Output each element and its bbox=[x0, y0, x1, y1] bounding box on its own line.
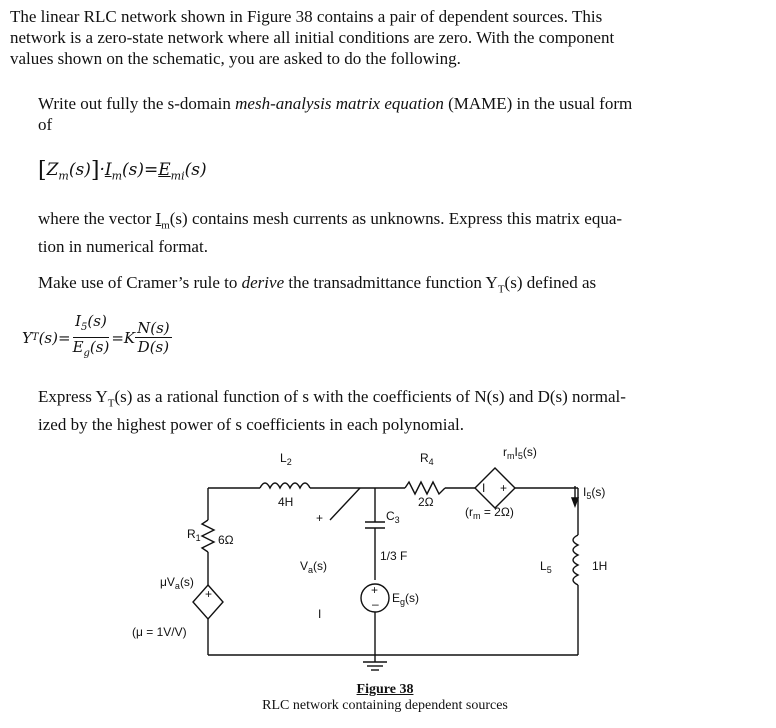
mame-z: Z bbox=[46, 160, 59, 180]
r1-label: $R_1$ bbox=[187, 527, 201, 543]
l5-inductor bbox=[573, 535, 578, 585]
l5-value: 1H bbox=[592, 559, 608, 573]
figure-caption bbox=[0, 682, 773, 714]
mame-z-sub: m bbox=[58, 169, 69, 183]
task-2-emphasis: derive bbox=[241, 273, 285, 292]
vector-desc-sub: m bbox=[161, 219, 170, 232]
task-1-emphasis: mesh-analysis matrix equation bbox=[235, 94, 444, 113]
i5-label: $I_5(s)$ bbox=[583, 485, 606, 501]
yt-equals-2: = bbox=[111, 328, 124, 347]
i5-arrow bbox=[572, 498, 578, 506]
vector-description bbox=[38, 208, 718, 257]
r4-value: 2Ω bbox=[418, 495, 434, 509]
task-3-text-a: Express Y bbox=[38, 387, 108, 406]
intro-line-3: values shown on the schematic, you are asked to do the following. bbox=[10, 49, 461, 68]
mu-note: (μ = 1V/V) bbox=[132, 625, 187, 639]
vector-desc-line-2: tion in numerical format. bbox=[38, 237, 208, 257]
mame-e-arg: (s) bbox=[184, 160, 207, 180]
eg-minus: – bbox=[372, 597, 379, 611]
intro-paragraph bbox=[10, 6, 710, 69]
r1-value: 6Ω bbox=[218, 533, 234, 547]
r4-label: $R_4$ bbox=[420, 451, 434, 467]
mame-i-sub: m bbox=[111, 169, 122, 183]
eg-plus: + bbox=[371, 583, 379, 597]
mame-equals: = bbox=[144, 160, 159, 180]
task-3-line-2: ized by the highest power of s coefficients in each polynomial. bbox=[38, 415, 464, 435]
mame-i: I bbox=[104, 160, 112, 180]
mame-e-sub: mi bbox=[170, 169, 185, 183]
intro-line-1: The linear RLC network shown in Figure 38 contains a pair of dependent sources. This bbox=[10, 7, 603, 26]
l2-inductor bbox=[260, 483, 310, 488]
task-2-sub: T bbox=[497, 283, 505, 296]
transadmittance-equation bbox=[22, 312, 172, 363]
task-2-text-end: (s) defined as bbox=[504, 273, 597, 292]
figure-title: Figure 38 bbox=[356, 682, 414, 697]
task-2-text: Make use of Cramer’s rule to bbox=[38, 273, 242, 292]
intro-line-2: network is a zero-state network where all initial conditions are zero. With the component bbox=[10, 28, 615, 47]
yt-y-sub: T bbox=[31, 332, 39, 343]
vector-desc-b: (s) contains mesh currents as unknowns. Express this matrix equa- bbox=[169, 209, 623, 228]
yt-num1-arg: (s) bbox=[87, 312, 107, 330]
vcvs-label: $\mu V_a(s)$ bbox=[160, 575, 194, 591]
yt-num1: I bbox=[75, 312, 82, 330]
l5-label: $L_5$ bbox=[540, 559, 552, 575]
yt-k: K bbox=[123, 328, 136, 347]
task-2-text-mid: the transadmittance function Y bbox=[284, 273, 498, 292]
yt-den1-sub: g bbox=[83, 348, 90, 359]
va-plus: + bbox=[316, 511, 324, 525]
c3-value: 1/3 F bbox=[380, 549, 408, 563]
task-1-text: Write out fully the s-domain bbox=[38, 94, 236, 113]
ccvs-label: $r_mI_5(s)$ bbox=[503, 445, 537, 461]
yt-equals: = bbox=[57, 328, 71, 347]
task-1-paragraph bbox=[38, 93, 718, 135]
mame-z-arg: (s) bbox=[68, 160, 91, 180]
ccvs-plus: + bbox=[500, 481, 508, 495]
ccvs-diamond bbox=[475, 468, 515, 508]
yt-num2: N(s) bbox=[137, 319, 170, 337]
task-1-line-2: of bbox=[38, 115, 53, 134]
task-1-text-end: (MAME) in the usual form bbox=[443, 94, 633, 113]
task-2-paragraph bbox=[38, 272, 718, 300]
va-minus: I bbox=[318, 607, 322, 621]
eg-label: $E_g(s)$ bbox=[392, 591, 420, 607]
vector-desc-i: I bbox=[155, 209, 162, 228]
figure-subtitle: RLC network containing dependent sources bbox=[262, 698, 508, 713]
yt-fraction-1 bbox=[71, 312, 112, 363]
yt-fraction-2 bbox=[135, 319, 172, 356]
vcvs-plus: + bbox=[205, 587, 213, 601]
vector-desc-a: where the vector bbox=[38, 209, 156, 228]
yt-num1-sub: 5 bbox=[81, 322, 88, 333]
va-label: $V_a(s)$ bbox=[300, 559, 328, 575]
yt-y: Y bbox=[22, 328, 32, 347]
circuit-schematic bbox=[120, 440, 640, 680]
l2-value: 4H bbox=[278, 495, 294, 509]
r1-resistor bbox=[202, 520, 214, 552]
yt-den1: E bbox=[72, 338, 84, 356]
task-3-text-b: (s) as a rational function of s with the coefficients of N(s) and D(s) normal- bbox=[114, 387, 626, 406]
mame-dot: · bbox=[99, 160, 105, 180]
r4-resistor bbox=[405, 482, 445, 494]
mame-e: E bbox=[158, 160, 171, 180]
task-3-sub: T bbox=[107, 397, 115, 410]
yt-den1-arg: (s) bbox=[89, 338, 110, 356]
mame-equation: $[Z_m(s)]\cdot I_m(s)=E_{mi}(s)$ bbox=[38, 158, 207, 183]
task-3-paragraph bbox=[38, 386, 718, 435]
l2-label: $L_2$ bbox=[280, 451, 292, 467]
yt-den2: D(s) bbox=[137, 338, 170, 356]
rm-note: $(r_m = 2\Omega)$ bbox=[465, 505, 514, 521]
yt-arg: (s) bbox=[38, 328, 58, 347]
mame-i-arg: (s) bbox=[122, 160, 144, 180]
ccvs-minus: I bbox=[482, 481, 486, 495]
c3-label: $C_3$ bbox=[386, 509, 400, 525]
